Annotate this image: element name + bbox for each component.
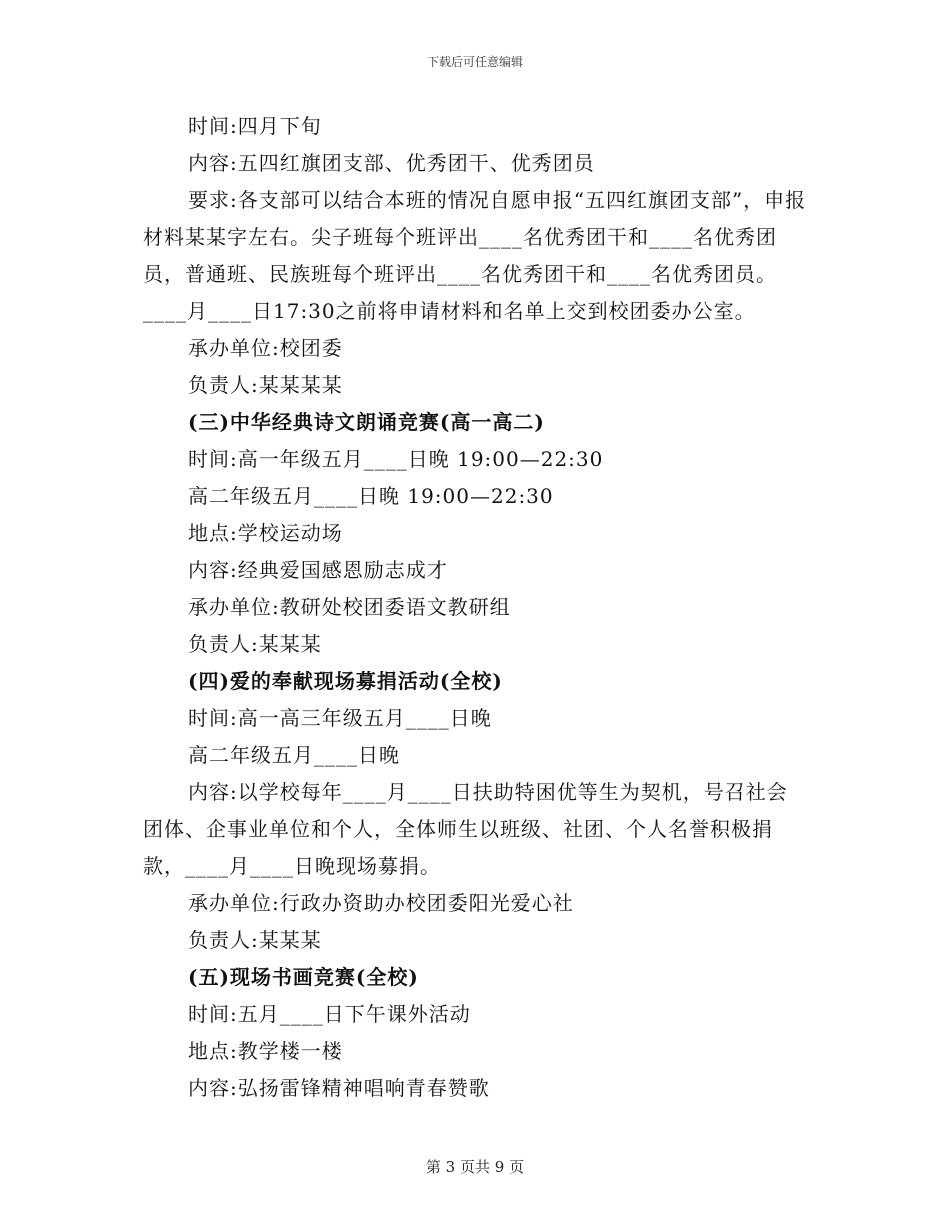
paragraph-person-in-charge: 负责人:某某某某	[188, 373, 343, 397]
paragraph-person-in-charge: 负责人:某某某	[188, 632, 322, 656]
paragraph-organizer: 承办单位:校团委	[188, 336, 343, 360]
paragraph-time: 时间:四月下旬	[188, 114, 322, 138]
paragraph-location: 地点:学校运动场	[188, 521, 343, 545]
paragraph-content: 内容:五四红旗团支部、优秀团干、优秀团员	[188, 151, 595, 175]
paragraph-requirements: 要求:各支部可以结合本班的情况自愿申报“五四红旗团支部”，申报材料某某字左右。尖子班每个班评出____名优秀团干和____名优秀团员，普通班、民族班每个班评出____名优秀团干和____名优秀团员。____月____日17:30之前将申请材料和名单上交到校团委办公室。	[143, 188, 807, 323]
document-body	[143, 108, 808, 1107]
paragraph-time-grade2: 高二年级五月____日晚	[188, 743, 400, 767]
page-header: 下载后可任意编辑	[426, 55, 523, 69]
paragraph-time: 时间:五月____日下午课外活动	[188, 1002, 471, 1026]
paragraph-organizer: 承办单位:教研处校团委语文教研组	[188, 595, 511, 619]
section-heading-3: (三)中华经典诗文朗诵竞赛(高一高二)	[188, 410, 545, 434]
page-footer: 第 3 页共 9 页	[425, 1158, 525, 1176]
paragraph-content: 内容:经典爱国感恩励志成才	[188, 558, 448, 582]
paragraph-location: 地点:教学楼一楼	[188, 1039, 343, 1063]
paragraph-time: 时间:高一年级五月____日晚 19:00—22:30	[188, 447, 604, 471]
paragraph-organizer: 承办单位:行政办资助办校团委阳光爱心社	[188, 891, 574, 915]
section-heading-5: (五)现场书画竞赛(全校)	[188, 965, 419, 989]
section-heading-4: (四)爱的奉献现场募捐活动(全校)	[188, 669, 503, 693]
paragraph-content: 内容:弘扬雷锋精神唱响青春赞歌	[188, 1076, 490, 1100]
paragraph-person-in-charge: 负责人:某某某	[188, 928, 322, 952]
paragraph-time-grade2: 高二年级五月____日晚 19:00—22:30	[188, 484, 554, 508]
paragraph-content: 内容:以学校每年____月____日扶助特困优等生为契机，号召社会团体、企事业单位和个人，全体师生以班级、社团、个人名誉积极捐款，____月____日晚现场募捐。	[143, 780, 788, 878]
paragraph-time: 时间:高一高三年级五月____日晚	[188, 706, 492, 730]
